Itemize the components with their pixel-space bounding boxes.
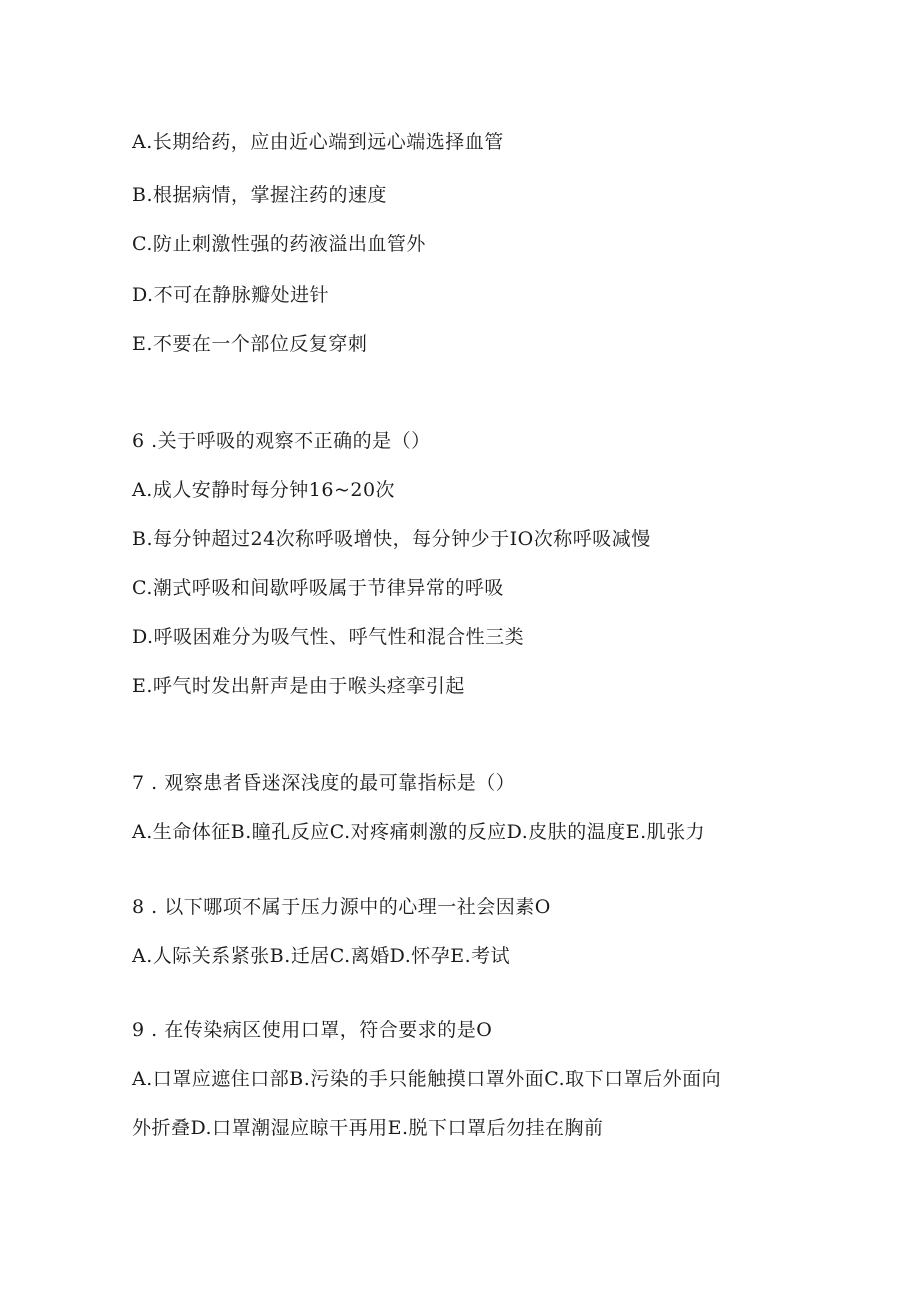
q9-stem: 9 . 在传染病区使用口罩，符合要求的是O xyxy=(132,1019,493,1041)
q7-stem: 7 . 观察患者昏迷深浅度的最可靠指标是（） xyxy=(132,772,516,794)
q8-options: A.人际关系紧张B.迁居C.离婚D.怀孕E.考试 xyxy=(132,945,511,967)
q6-option-c: C.潮式呼吸和间歇呼吸属于节律异常的呼吸 xyxy=(132,577,504,599)
q8-stem: 8 . 以下哪项不属于压力源中的心理一社会因素O xyxy=(132,896,551,918)
q5-option-b: B.根据病情，掌握注药的速度 xyxy=(132,184,388,206)
q6-option-a: A.成人安静时每分钟16~20次 xyxy=(132,479,396,501)
q6-option-b: B.每分钟超过24次称呼吸增快，每分钟少于IO次称呼吸减慢 xyxy=(132,528,651,550)
q5-option-d: D.不可在静脉瓣处进针 xyxy=(132,284,330,306)
q5-option-e: E.不要在一个部位反复穿刺 xyxy=(132,333,368,355)
q6-stem: 6 .关于呼吸的观察不正确的是（） xyxy=(132,430,431,452)
q6-option-e: E.呼气时发出鼾声是由于喉头痉挛引起 xyxy=(132,675,465,697)
q9-options-line1: A.口罩应遮住口部B.污染的手只能触摸口罩外面C.取下口罩后外面向 xyxy=(132,1068,722,1090)
q6-option-d: D.呼吸困难分为吸气性、呼气性和混合性三类 xyxy=(132,626,525,648)
q5-option-a: A.长期给药，应由近心端到远心端选择血管 xyxy=(132,131,504,153)
q5-option-c: C.防止刺激性强的药液溢出血管外 xyxy=(132,233,426,255)
q9-options-line2: 外折叠D.口罩潮湿应晾干再用E.脱下口罩后勿挂在胸前 xyxy=(132,1117,604,1139)
q7-options: A.生命体征B.瞳孔反应C.对疼痛刺激的反应D.皮肤的温度E.肌张力 xyxy=(132,821,706,843)
